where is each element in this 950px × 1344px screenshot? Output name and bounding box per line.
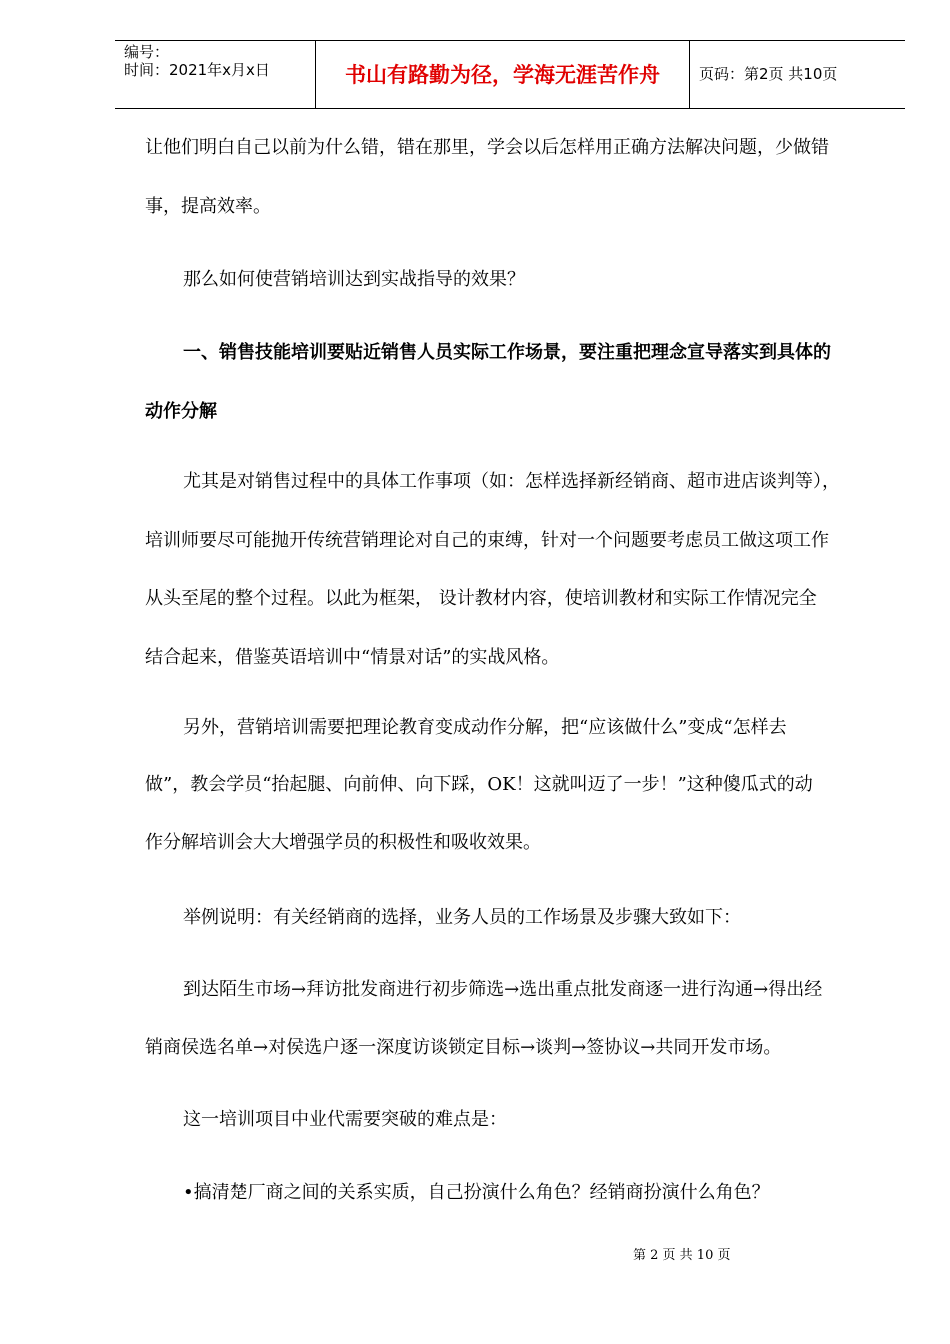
- body-line: 结合起来，借鉴英语培训中“情景对话”的实战风格。: [145, 647, 560, 668]
- body-line: 这一培训项目中业代需要突破的难点是：: [183, 1109, 507, 1130]
- header-motto: 书山有路勤为径，学海无涯苦作舟: [345, 63, 660, 87]
- document-time-label: 时间：2021年x月x日: [124, 61, 270, 79]
- body-line: 举例说明：有关经销商的选择，业务人员的工作场景及步骤大致如下：: [183, 907, 741, 928]
- header-page-cell: [690, 41, 905, 108]
- header-meta-cell: [115, 41, 316, 108]
- header-page-info: 页码：第2页 共10页: [699, 65, 838, 83]
- body-line: 那么如何使营销培训达到实战指导的效果？: [183, 269, 525, 290]
- body-line: 销商侯选名单→对侯选户逐一深度访谈锁定目标→谈判→签协议→共同开发市场。: [145, 1037, 782, 1058]
- body-line: 另外，营销培训需要把理论教育变成动作分解，把“应该做什么”变成“怎样去: [183, 717, 787, 738]
- bullet-line: •搞清楚厂商之间的关系实质，自己扮演什么角色？经销商扮演什么角色？: [183, 1182, 770, 1203]
- document-number-label: 编号：: [124, 43, 170, 61]
- section-heading-line: 动作分解: [145, 401, 217, 422]
- body-line: 到达陌生市场→拜访批发商进行初步筛选→选出重点批发商逐一进行沟通→得出经: [183, 979, 823, 1000]
- body-line: 做”，教会学员“抬起腿、向前伸、向下踩，OK！这就叫迈了一步！”这种傻瓜式的动: [145, 774, 813, 795]
- header-motto-cell: [316, 41, 690, 108]
- body-line: 作分解培训会大大增强学员的积极性和吸收效果。: [145, 832, 541, 853]
- page-footer: 第 2 页 共 10 页: [633, 1248, 731, 1263]
- body-line: 从头至尾的整个过程。以此为框架， 设计教材内容，使培训教材和实际工作情况完全: [145, 588, 817, 609]
- document-header: [115, 40, 905, 109]
- body-line: 让他们明白自己以前为什么错，错在那里，学会以后怎样用正确方法解决问题，少做错: [145, 137, 829, 158]
- body-line: 培训师要尽可能抛开传统营销理论对自己的束缚，针对一个问题要考虑员工做这项工作: [145, 530, 829, 551]
- section-heading-line: 一、销售技能培训要贴近销售人员实际工作场景，要注重把理念宣导落实到具体的: [183, 342, 831, 363]
- body-line: 事，提高效率。: [145, 196, 271, 217]
- body-line: 尤其是对销售过程中的具体工作事项（如：怎样选择新经销商、超市进店谈判等），: [183, 471, 840, 492]
